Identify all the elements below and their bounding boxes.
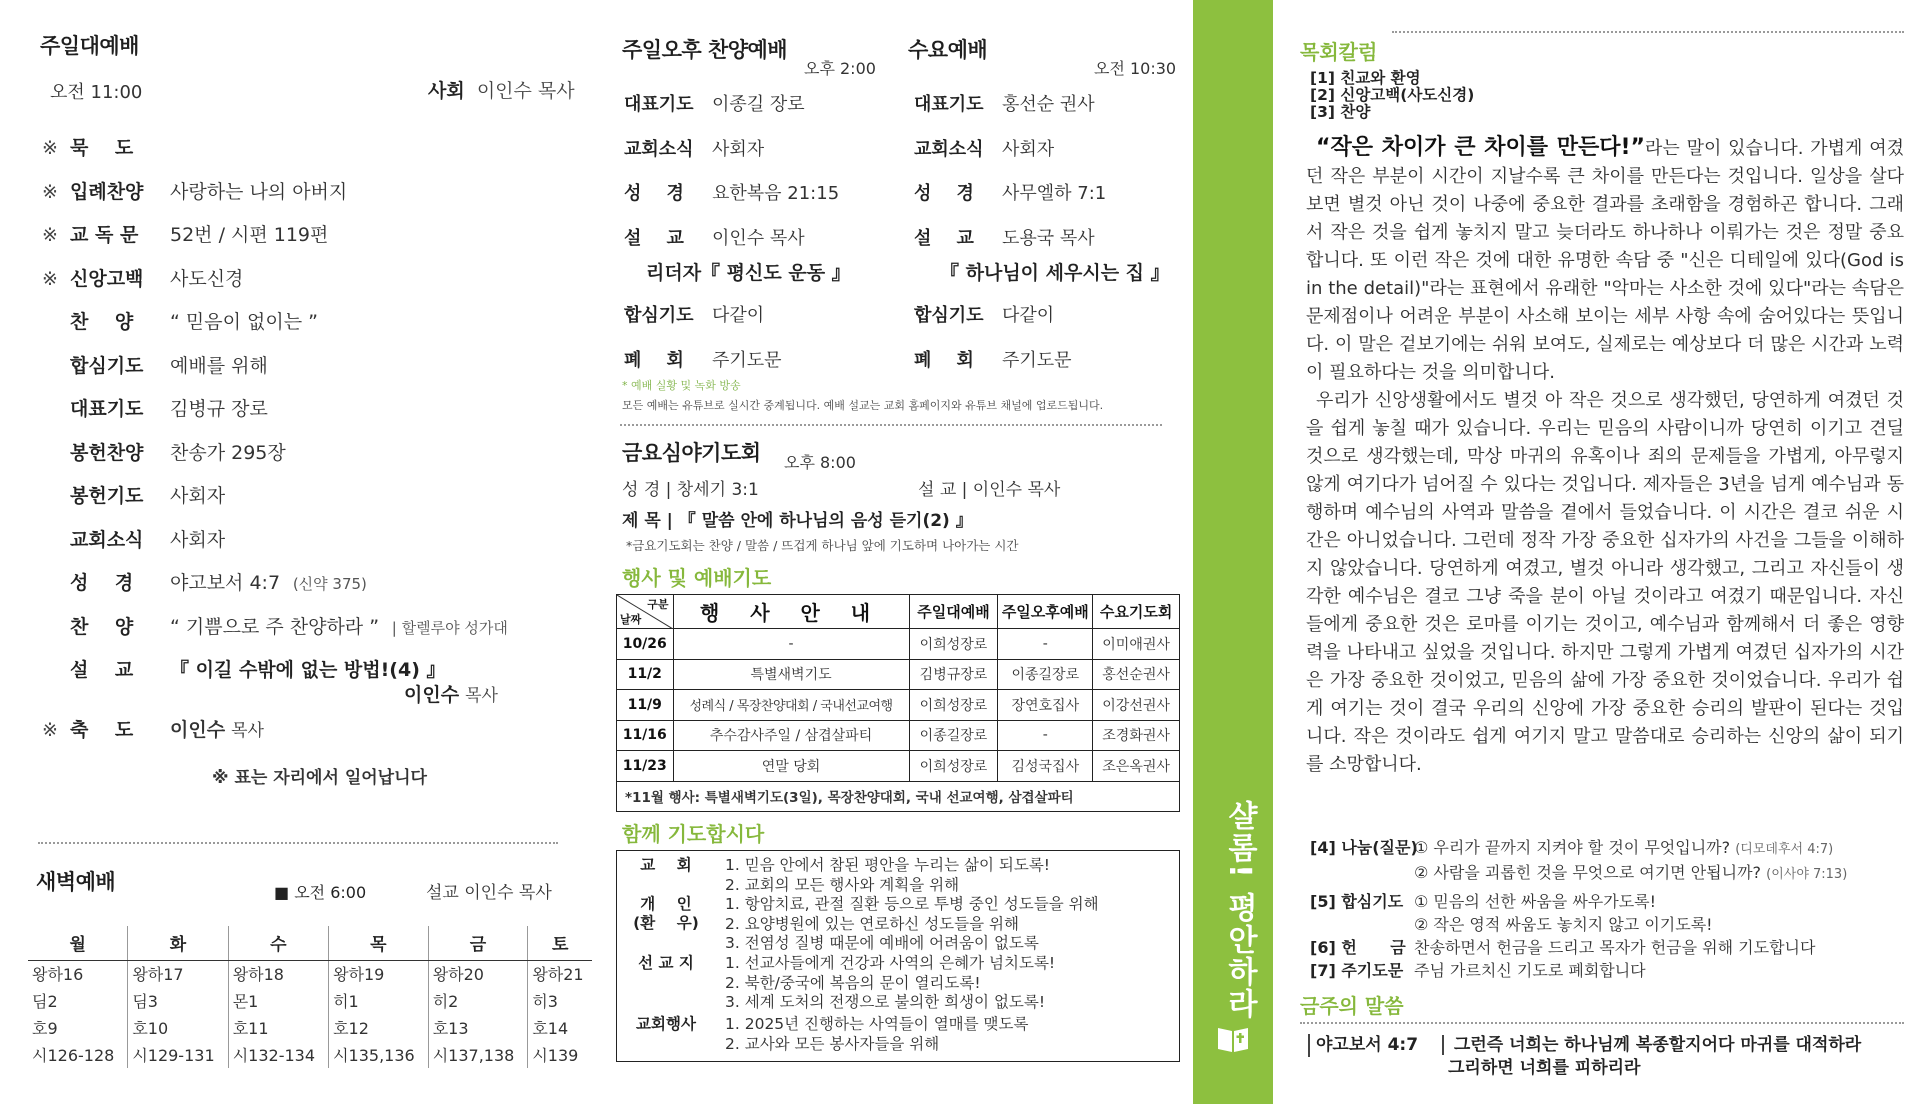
service-value: 이인수 목사 bbox=[712, 227, 805, 249]
dawn-time: ■ 오전 6:00 bbox=[274, 883, 367, 902]
lords-prayer-text: 주님 가르치신 기도로 폐회합니다 bbox=[1414, 961, 1646, 980]
reading-cell: 호12 bbox=[329, 1014, 429, 1041]
event-prayer: 김병규장로 bbox=[909, 659, 998, 690]
benediction-row bbox=[42, 716, 264, 744]
order-row bbox=[42, 526, 225, 554]
sunday-host-name: 이인수 목사 bbox=[476, 80, 575, 102]
prayer-item: 2. 교회의 모든 행사와 계획을 위해 bbox=[725, 875, 960, 894]
friday-topic: 제 목 | 『 말씀 안에 하나님의 음성 듣기(2) 』 bbox=[622, 511, 973, 531]
service-label: 폐 회 bbox=[624, 350, 684, 371]
event-date: 11/23 bbox=[617, 751, 674, 782]
order-value: 사회자 bbox=[170, 485, 226, 507]
share-q2: ② 사람을 괴롭힌 것을 무엇으로 여기면 안됩니까? bbox=[1414, 863, 1762, 882]
service-label: 교회소식 bbox=[624, 138, 694, 160]
verse-line-1: 그런즉 너희는 하나님께 복종할지어다 마귀를 대적하라 bbox=[1442, 1035, 1861, 1055]
broadcast-note: 모든 예배는 유튜브로 실시간 중계됩니다. 예배 설교는 교회 홈페이지와 유튜브 채널에 업로드됩니다. bbox=[622, 399, 1104, 412]
prayer-item: 3. 전염성 질병 때문에 예배에 어려움이 없도록 bbox=[725, 934, 1039, 952]
preacher-name: 이인수 bbox=[404, 684, 460, 706]
share-q1-ref: (디모데후서 4:7) bbox=[1735, 842, 1834, 857]
sunday-time: 오전 11:00 bbox=[50, 82, 143, 103]
service-value: 주기도문 bbox=[712, 350, 782, 371]
friday-title: 금요심야기도회 bbox=[622, 441, 761, 465]
service-value: 홍선순 권사 bbox=[1002, 94, 1095, 115]
service-label: 설 교 bbox=[914, 227, 974, 249]
prayer-group-label: 선 교 지 bbox=[638, 954, 694, 972]
service-value: 이종길 장로 bbox=[712, 94, 805, 115]
sermon-preacher bbox=[404, 680, 498, 707]
order-value: 사회자 bbox=[170, 528, 226, 551]
reading-cell: 왕하17 bbox=[128, 960, 228, 987]
event-prayer: 조경화권사 bbox=[1093, 720, 1180, 751]
event-prayer: - bbox=[998, 720, 1093, 751]
service-label: 폐 회 bbox=[914, 350, 974, 371]
events-header-row bbox=[617, 595, 1180, 629]
friday-scripture: 성 경 | 창세기 3:1 bbox=[622, 480, 759, 500]
event-prayer: 김성국집사 bbox=[998, 751, 1093, 782]
offering-label: [6] 헌 금 bbox=[1310, 938, 1406, 957]
order-label: 성 경 bbox=[70, 572, 134, 594]
order-label: 찬 양 bbox=[70, 311, 134, 333]
order-value: “ 믿음이 없이는 ” bbox=[170, 311, 318, 333]
event-date: 10/26 bbox=[617, 629, 674, 660]
order-row bbox=[42, 395, 268, 423]
order-row bbox=[42, 221, 328, 249]
order-value: 사도신경 bbox=[170, 267, 244, 290]
event-prayer: 이미애권사 bbox=[1093, 629, 1180, 660]
broadcast-heading: * 예배 실황 및 녹화 방송 bbox=[622, 379, 741, 392]
reading-cell: 히3 bbox=[528, 987, 592, 1014]
order-row bbox=[42, 439, 286, 467]
event-name: 추수감사주일 / 삼겹살파티 bbox=[673, 720, 909, 751]
event-prayer: - bbox=[998, 629, 1093, 660]
service-row bbox=[914, 92, 1095, 118]
events-body bbox=[617, 629, 1180, 782]
benediction-name: 이인수 bbox=[170, 719, 226, 741]
reading-cell: 왕하18 bbox=[228, 960, 328, 987]
benediction-label: 축 도 bbox=[70, 719, 134, 741]
prayer-item: 1. 믿음 안에서 참된 평안을 누리는 삶이 되도록! bbox=[725, 856, 1051, 874]
prayer-item: 2. 교사와 모든 봉사자들을 위해 bbox=[725, 1034, 940, 1053]
reading-cell: 시137,138 bbox=[428, 1041, 528, 1068]
reading-cell: 시132-134 bbox=[228, 1041, 328, 1068]
reading-cell: 왕하16 bbox=[32, 965, 84, 985]
order-row bbox=[42, 482, 225, 510]
order-label: 교회소식 bbox=[70, 528, 144, 551]
corner-top: 구분 bbox=[647, 598, 669, 611]
day-header: 목 bbox=[329, 926, 429, 960]
prayer-row-2 bbox=[1310, 913, 1847, 936]
reading-cell: 호13 bbox=[428, 1014, 528, 1041]
prayer-title: 함께 기도합시다 bbox=[622, 822, 765, 846]
service-label: 합심기도 bbox=[624, 305, 694, 326]
divider bbox=[1300, 1022, 1904, 1024]
service-label: 교회소식 bbox=[914, 138, 984, 160]
reading-cell: 시135,136 bbox=[329, 1041, 429, 1068]
order-row bbox=[42, 308, 318, 336]
column-followup bbox=[1310, 836, 1847, 982]
event-prayer: 장연호집사 bbox=[998, 690, 1093, 721]
order-value: 야고보서 4:7 bbox=[170, 572, 281, 594]
service-value: 도용국 목사 bbox=[1002, 227, 1095, 249]
stand-mark: ※ bbox=[42, 224, 58, 246]
event-prayer: 이희성장로 bbox=[909, 690, 998, 721]
event-prayer: 이종길장로 bbox=[998, 659, 1093, 690]
event-prayer: 이종길장로 bbox=[909, 720, 998, 751]
order-value: 52번 / 시편 119편 bbox=[170, 224, 329, 246]
event-prayer: 이강선권사 bbox=[1093, 690, 1180, 721]
reading-cell: 호9 bbox=[32, 1019, 58, 1038]
day-header: 수 bbox=[228, 926, 328, 960]
offering-text: 찬송하면서 헌금을 드리고 목자가 헌금을 위해 기도합니다 bbox=[1414, 938, 1816, 957]
dawn-body bbox=[28, 960, 592, 1068]
event-row bbox=[617, 720, 1180, 751]
service-row bbox=[624, 92, 805, 118]
events-note: *11월 행사: 특별새벽기도(3일), 목장찬양대회, 국내 선교여행, 삼겹살파티 bbox=[617, 781, 1180, 812]
share-row-1 bbox=[1310, 836, 1847, 861]
event-row bbox=[617, 751, 1180, 782]
event-prayer: 이희성장로 bbox=[909, 751, 998, 782]
share-q2-ref: (이사야 7:13) bbox=[1766, 867, 1848, 882]
col-wednesday: 수요기도회 bbox=[1093, 595, 1180, 629]
event-name: 연말 당회 bbox=[673, 751, 909, 782]
service-value: 사무엘하 7:1 bbox=[1002, 183, 1107, 204]
offering-row bbox=[1310, 936, 1847, 959]
benediction-title: 목사 bbox=[231, 721, 264, 741]
prayer-group-label: 교회행사 bbox=[636, 1015, 696, 1033]
event-name: 특별새벽기도 bbox=[673, 659, 909, 690]
column-body bbox=[1306, 134, 1904, 779]
day-header: 화 bbox=[128, 926, 228, 960]
reading-row bbox=[28, 1041, 592, 1068]
reading-cell: 몬1 bbox=[228, 987, 328, 1014]
event-header: 행 사 안 내 bbox=[673, 595, 909, 629]
stand-mark: ※ bbox=[42, 137, 58, 159]
prayer-group-label: 교 회 bbox=[640, 856, 692, 874]
verse-box bbox=[1308, 1034, 1861, 1080]
lords-prayer-row bbox=[1310, 959, 1847, 982]
divider bbox=[620, 424, 1162, 426]
reading-cell: 히1 bbox=[329, 987, 429, 1014]
event-row bbox=[617, 659, 1180, 690]
order-value: “ 기쁨으로 주 찬양하라 ” bbox=[170, 615, 380, 638]
group-prayer-1: ① 믿음의 선한 싸움을 싸우가도록! bbox=[1414, 892, 1657, 911]
stand-mark: ※ bbox=[42, 719, 58, 741]
stand-mark: ※ bbox=[42, 267, 58, 290]
sunday-title: 주일대예배 bbox=[40, 34, 139, 58]
order-row bbox=[42, 352, 268, 380]
prayer-items bbox=[725, 954, 1055, 1013]
event-date: 11/16 bbox=[617, 720, 674, 751]
prayer-item: 3. 세계 도처의 전쟁으로 불의한 희생이 없도록! bbox=[725, 993, 1046, 1011]
reading-cell: 왕하21 bbox=[528, 960, 592, 987]
group-prayer-2: ② 작은 영적 싸움도 놓치지 않고 이기도록! bbox=[1414, 915, 1713, 934]
order-value: 사랑하는 나의 아버지 bbox=[170, 180, 348, 203]
wednesday-time: 오전 10:30 bbox=[1094, 59, 1177, 78]
order-row bbox=[42, 265, 243, 293]
day-header: 금 bbox=[428, 926, 528, 960]
service-label: 성 경 bbox=[914, 183, 974, 204]
event-row bbox=[617, 690, 1180, 721]
reading-cell: 시126-128 bbox=[32, 1046, 115, 1065]
divider bbox=[1392, 31, 1904, 33]
column-p1-text: 라는 말이 있습니다. 가볍게 여겼던 작은 부분이 시간이 지날수록 큰 차이를 만든다는 것입니다. 일상을 살다 보면 별것 아닌 것이 나중에 중요한 결과를 초래함을 경험하곤 합니다. 그래서 작은 것을 쉽게 놓치지 말고 늦더라도 하나하나 이뤄가는 것은 정말 중요합니다. 또 이런 작은 것에 대한 유명한 속담 중 "신은 디테일에 있다(God is in the detail)"라는 표현에서 유래한 "악마는 사소한 것에 있다"라는 속담은 문제점이나 어려운 부분이 사소해 보이는 세부 사항 속에 숨어있다는 뜻입니다. 이 말은 겉보기에는 쉬워 보여도, 실제로는 예상보다 더 많은 시간과 노력이 필요하다는 것을 의미합니다. bbox=[1306, 138, 1904, 383]
prayer-group-label: 개 인 (환 우) bbox=[633, 895, 699, 932]
col-sunday: 주일대예배 bbox=[909, 595, 998, 629]
group-prayer-label: [5] 합심기도 bbox=[1310, 892, 1404, 911]
stand-mark: ※ bbox=[42, 180, 58, 203]
divider bbox=[38, 842, 558, 844]
service-row bbox=[624, 303, 764, 329]
service-label: 대표기도 bbox=[914, 94, 984, 115]
order-label: 봉헌기도 bbox=[70, 485, 144, 507]
prayer-items bbox=[725, 1015, 1028, 1054]
order-row bbox=[42, 656, 446, 684]
reading-row bbox=[28, 1014, 592, 1041]
order-row bbox=[42, 569, 367, 597]
order-row bbox=[42, 178, 347, 206]
event-name: 성례식 / 목장찬양대회 / 국내선교여행 bbox=[673, 690, 909, 721]
event-prayer: 조은옥권사 bbox=[1093, 751, 1180, 782]
column-item: [3] 찬양 bbox=[1310, 103, 1371, 121]
order-label: 신앙고백 bbox=[70, 267, 144, 290]
dawn-title: 새벽예배 bbox=[36, 870, 116, 894]
day-header: 월 bbox=[28, 926, 128, 960]
share-row-2 bbox=[1310, 861, 1847, 886]
column-item: [2] 신앙고백(사도신경) bbox=[1310, 86, 1475, 104]
corner-bottom: 날짜 bbox=[620, 613, 642, 626]
dawn-reading-table bbox=[28, 926, 592, 1068]
reading-cell: 호14 bbox=[528, 1014, 592, 1041]
dawn-preacher: 설교 이인수 목사 bbox=[426, 883, 552, 903]
reading-cell: 왕하19 bbox=[329, 960, 429, 987]
service-row bbox=[624, 348, 782, 374]
service-value: 다같이 bbox=[1002, 305, 1055, 326]
order-label: 봉헌찬양 bbox=[70, 441, 144, 464]
service-row bbox=[914, 303, 1054, 329]
verse-line-2: 그리하면 너희를 피하리라 bbox=[1448, 1058, 1641, 1078]
column-title: 목회칼럼 bbox=[1300, 40, 1378, 64]
share-label: [4] 나눔(질문) bbox=[1310, 838, 1418, 857]
order-value: 김병규 장로 bbox=[170, 398, 268, 420]
order-label: 합심기도 bbox=[70, 354, 144, 377]
prayer-item: 1. 선교사들에게 건강과 사역의 은혜가 넘치도록! bbox=[725, 954, 1056, 972]
day-header: 토 bbox=[528, 926, 592, 960]
order-note: (신약 375) bbox=[288, 575, 367, 593]
order-label: 설 교 bbox=[70, 659, 134, 681]
share-q1: ① 우리가 끝까지 지켜야 할 것이 무엇입니까? bbox=[1414, 838, 1731, 857]
friday-note: *금요기도회는 찬양 / 말씀 / 뜨겁게 하나님 앞에 기도하며 나아가는 시간 bbox=[626, 538, 1019, 553]
event-row bbox=[617, 629, 1180, 660]
order-label: 대표기도 bbox=[70, 398, 144, 420]
afternoon-sermon: 리더자『 평신도 운동 』 bbox=[646, 262, 851, 284]
prayer-item: 1. 항암치료, 관절 질환 등으로 투병 중인 성도들을 위해 bbox=[725, 895, 1099, 913]
order-value: 『 이길 수밖에 없는 방법!(4) 』 bbox=[170, 659, 446, 681]
reading-cell: 시139 bbox=[528, 1041, 592, 1068]
service-label: 성 경 bbox=[624, 183, 684, 204]
column-item: [1] 친교와 환영 bbox=[1310, 69, 1421, 87]
order-note: | 할렐루야 성가대 bbox=[387, 618, 508, 637]
col-afternoon: 주일오후예배 bbox=[998, 595, 1093, 629]
friday-time: 오후 8:00 bbox=[784, 453, 856, 472]
prayer-item: 2. 북한/중국에 복음의 문이 열리도록! bbox=[725, 973, 981, 992]
column-paragraph-1 bbox=[1306, 134, 1904, 387]
stand-note: ※ 표는 자리에서 일어납니다 bbox=[212, 768, 427, 788]
sunday-host-label: 사회 bbox=[428, 80, 465, 102]
reading-cell: 딤3 bbox=[128, 987, 228, 1014]
service-row bbox=[624, 137, 764, 163]
band-text: 샬롬! 평안하라 bbox=[1222, 800, 1257, 1021]
service-value: 다같이 bbox=[712, 305, 765, 326]
prayer-items bbox=[725, 856, 1050, 895]
corner-cell bbox=[617, 595, 674, 629]
reading-cell: 딤2 bbox=[32, 992, 58, 1011]
wednesday-sermon: 『 하나님이 세우시는 집 』 bbox=[940, 262, 1170, 284]
service-row bbox=[624, 181, 839, 207]
events-table bbox=[616, 594, 1180, 812]
reading-cell: 호10 bbox=[128, 1014, 228, 1041]
events-title: 행사 및 예배기도 bbox=[622, 566, 772, 590]
preacher-title: 목사 bbox=[465, 686, 498, 706]
sunday-host bbox=[428, 76, 575, 103]
reading-cell: 호11 bbox=[228, 1014, 328, 1041]
column-items bbox=[1310, 70, 1474, 121]
prayer-item: 2. 요양병원에 있는 연로하신 성도들을 위해 bbox=[725, 914, 1019, 933]
reading-row bbox=[28, 960, 592, 987]
lords-prayer-label: [7] 주기도문 bbox=[1310, 961, 1404, 980]
event-date: 11/2 bbox=[617, 659, 674, 690]
service-label: 설 교 bbox=[624, 227, 684, 249]
events-note-row bbox=[617, 781, 1180, 812]
order-value: 예배를 위해 bbox=[170, 354, 268, 377]
event-name: - bbox=[673, 629, 909, 660]
prayer-box bbox=[616, 850, 1180, 1062]
service-row bbox=[914, 348, 1072, 374]
verse-title: 금주의 말씀 bbox=[1300, 994, 1404, 1018]
reading-row bbox=[28, 987, 592, 1014]
dawn-header-row bbox=[28, 926, 592, 960]
bible-icon bbox=[1216, 1022, 1250, 1054]
reading-cell: 왕하20 bbox=[428, 960, 528, 987]
afternoon-title: 주일오후 찬양예배 bbox=[622, 38, 788, 62]
event-prayer: 이희성장로 bbox=[909, 629, 998, 660]
wednesday-title: 수요예배 bbox=[908, 38, 988, 62]
event-date: 11/9 bbox=[617, 690, 674, 721]
service-value: 요한복음 21:15 bbox=[712, 183, 840, 204]
reading-cell: 히2 bbox=[428, 987, 528, 1014]
order-label: 교 독 문 bbox=[70, 224, 139, 246]
service-value: 주기도문 bbox=[1002, 350, 1072, 371]
prayer-items bbox=[725, 895, 1099, 954]
order-label: 묵 도 bbox=[70, 137, 134, 159]
reading-cell: 시129-131 bbox=[128, 1041, 228, 1068]
verse-ref: 야고보서 4:7 bbox=[1308, 1034, 1436, 1057]
friday-preacher: 설 교 | 이인수 목사 bbox=[918, 480, 1061, 500]
order-label: 찬 양 bbox=[70, 615, 134, 638]
service-row bbox=[624, 226, 805, 252]
service-row bbox=[914, 137, 1054, 163]
service-row bbox=[914, 181, 1106, 207]
service-label: 대표기도 bbox=[624, 94, 694, 115]
afternoon-time: 오후 2:00 bbox=[804, 59, 876, 78]
column-paragraph-2: 우리가 신앙생활에서도 별것 아 작은 것으로 생각했던, 당연하게 여겼던 것을 쉽게 놓칠 때가 있습니다. 우리는 믿음의 사람이니까 당연히 이기고 견딜 것으로 생각했는데, 막상 마귀의 유혹이나 죄의 문제들을 가볍게, 아무렇지 않게 여기다가 넘어질 수 있다는 것입니다. 제자들은 3년을 넘게 예수님과 동행하며 예수님의 사역과 말씀을 곁에서 들었습니다. 이 시간은 결코 쉬운 시간은 아니었습니다. 그런데 정작 가장 중요한 십자가의 사건을 그들을 이해하지 않았습니다. 당연하게 여겼고, 별것 아니라 생각했고, 그리고 자신들이 생각한 예수님은 결코 그냥 죽을 분이 아닐 것이라고 여겼기 때문입니다. 자신들에게 중요한 것은 로마를 이기는 것이고, 예수님과 함께해서 더 좋은 영향력을 나타내고 싶었을 것입니다. 하지만 그렇게 가볍게 여겼던 십자가의 시간은 가장 중요한 것이었고, 믿음의 삶에 가장 중요한 것이었습니다. 우리가 쉽게 여기는 것이 결국 우리의 신앙에 가장 중요한 승리의 발판이 된다는 것입니다. 작은 것이라도 쉽게 여기지 말고 말씀대로 승리하는 신앙의 삶이 되기를 소망합니다. bbox=[1306, 390, 1904, 775]
order-value: 찬송가 295장 bbox=[170, 441, 286, 464]
service-value: 사회자 bbox=[1002, 138, 1055, 160]
order-row bbox=[42, 134, 170, 162]
event-prayer: 홍선순권사 bbox=[1093, 659, 1180, 690]
order-label: 입례찬양 bbox=[70, 180, 144, 203]
column-lead: “작은 차이가 큰 차이를 만든다!” bbox=[1316, 135, 1645, 160]
prayer-item: 1. 2025년 진행하는 사역들이 열매를 맺도록 bbox=[725, 1015, 1029, 1033]
order-row bbox=[42, 613, 508, 641]
service-label: 합심기도 bbox=[914, 305, 984, 326]
service-row bbox=[914, 226, 1095, 252]
prayer-row-1 bbox=[1310, 890, 1847, 913]
service-value: 사회자 bbox=[712, 138, 765, 160]
